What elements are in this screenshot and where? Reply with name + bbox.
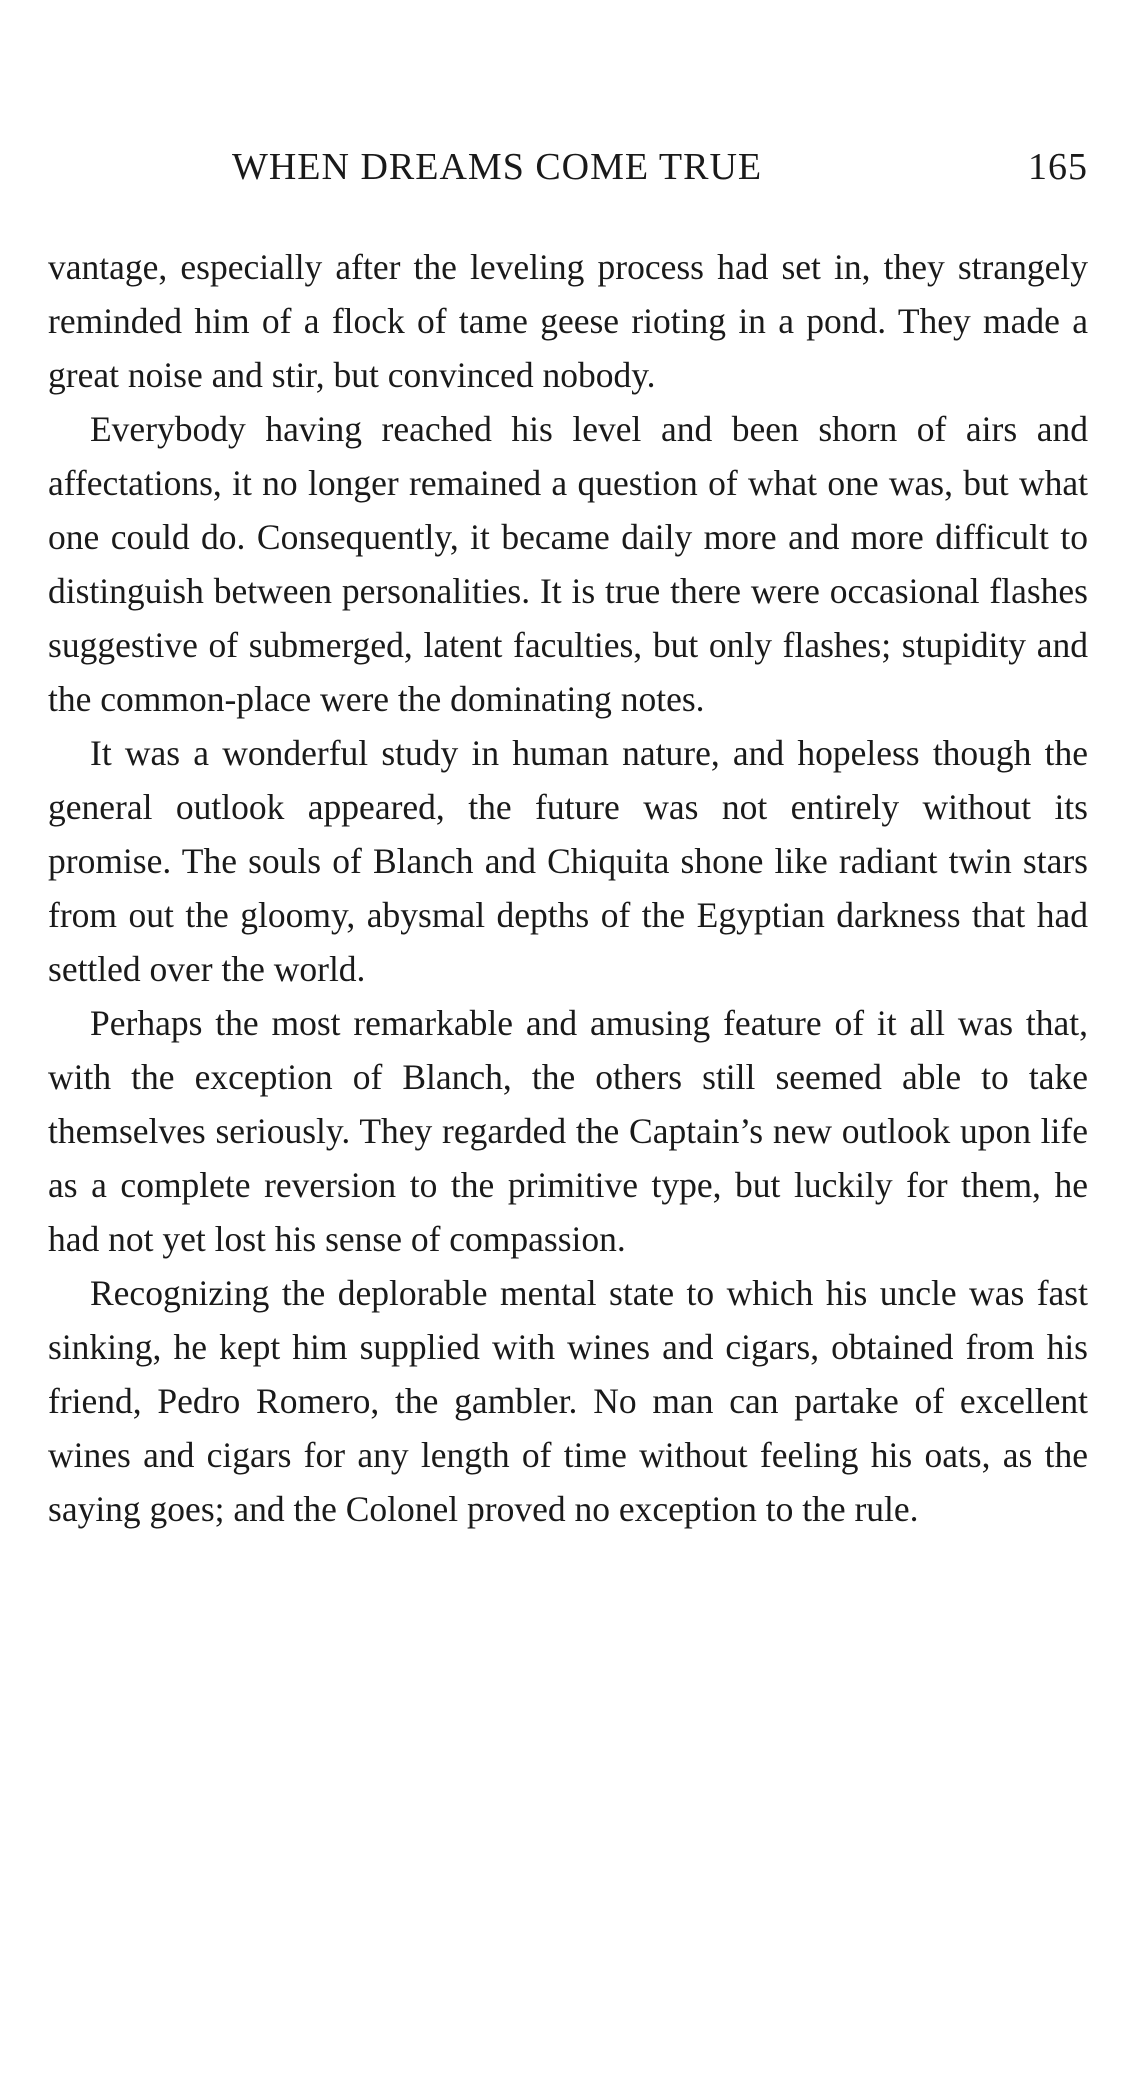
paragraph-continued: vantage, especially after the leveling process had set in, they strangely reminded him of a flock of tame geese rioting in a pond. They made a great noise and stir, but convinced nobody. xyxy=(48,247,1088,395)
running-head xyxy=(48,145,1088,195)
paragraph: Everybody having reached his level and been shorn of airs and affectations, it no longer remained a question of what one was, but what one could do. Consequently, it became daily more and more difficult to distinguish between personalities. It is true there were occasional flashes suggestive of submerged, latent faculties, but only flashes; stupidity and the common-place were the dominating notes. xyxy=(48,409,1088,719)
body-text xyxy=(48,240,1088,1536)
page-number: 165 xyxy=(1028,146,1088,188)
paragraph: Perhaps the most remarkable and amusing feature of it all was that, with the exception of Blanch, the others still seemed able to take themselves seriously. They regarded the Captain’s new outlook upon life as a complete reversion to the primitive type, but luckily for them, he had not yet lost his sense of compassion. xyxy=(48,1003,1088,1259)
paragraph: Recognizing the deplorable mental state to which his uncle was fast sinking, he kept him supplied with wines and cigars, obtained from his friend, Pedro Romero, the gambler. No man can partake of excellent wines and cigars for any length of time without feeling his oats, as the saying goes; and the Colonel proved no exception to the rule. xyxy=(48,1273,1088,1529)
running-title: WHEN DREAMS COME TRUE xyxy=(232,146,763,188)
paragraph: It was a wonderful study in human nature, and hopeless though the general outlook appeared, the future was not entirely without its promise. The souls of Blanch and Chiquita shone like radiant twin stars from out the gloomy, abysmal depths of the Egyptian darkness that had settled over the world. xyxy=(48,733,1088,989)
